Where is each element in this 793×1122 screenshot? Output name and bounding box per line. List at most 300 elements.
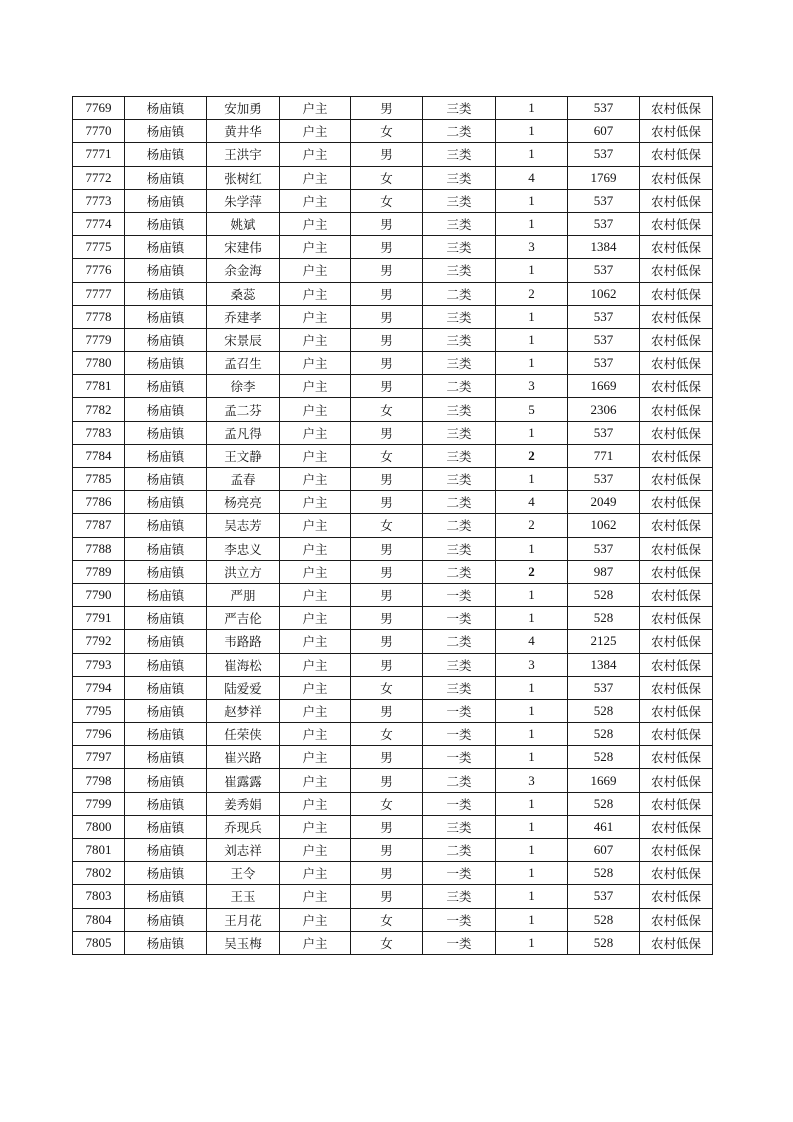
table-row — [73, 305, 713, 328]
household-count-cell: 1 — [496, 583, 568, 606]
row-number-cell: 7793 — [73, 653, 125, 676]
category-cell: 二类 — [423, 560, 496, 583]
amount-cell: 771 — [568, 444, 640, 467]
category-cell: 三类 — [423, 468, 496, 491]
assistance-type-cell: 农村低保 — [640, 259, 713, 282]
gender-cell: 女 — [351, 908, 423, 931]
role-cell: 户主 — [280, 885, 351, 908]
assistance-type-cell: 农村低保 — [640, 862, 713, 885]
table-row — [73, 421, 713, 444]
amount-cell: 528 — [568, 862, 640, 885]
gender-cell: 男 — [351, 352, 423, 375]
assistance-type-cell: 农村低保 — [640, 282, 713, 305]
name-cell: 黄井华 — [207, 120, 280, 143]
category-cell: 三类 — [423, 421, 496, 444]
category-cell: 三类 — [423, 166, 496, 189]
row-number-cell: 7787 — [73, 514, 125, 537]
category-cell: 二类 — [423, 120, 496, 143]
table-row — [73, 792, 713, 815]
row-number-cell: 7774 — [73, 212, 125, 235]
role-cell: 户主 — [280, 653, 351, 676]
assistance-type-cell: 农村低保 — [640, 607, 713, 630]
assistance-type-cell: 农村低保 — [640, 97, 713, 120]
assistance-type-cell: 农村低保 — [640, 746, 713, 769]
category-cell: 一类 — [423, 931, 496, 954]
assistance-type-cell: 农村低保 — [640, 792, 713, 815]
category-cell: 三类 — [423, 653, 496, 676]
role-cell: 户主 — [280, 908, 351, 931]
name-cell: 崔露露 — [207, 769, 280, 792]
town-cell: 杨庙镇 — [125, 259, 207, 282]
town-cell: 杨庙镇 — [125, 444, 207, 467]
row-number-cell: 7786 — [73, 491, 125, 514]
household-count-cell: 1 — [496, 328, 568, 351]
gender-cell: 女 — [351, 792, 423, 815]
household-count-cell: 4 — [496, 630, 568, 653]
amount-cell: 1062 — [568, 282, 640, 305]
assistance-type-cell: 农村低保 — [640, 769, 713, 792]
town-cell: 杨庙镇 — [125, 97, 207, 120]
household-count-cell: 2 — [496, 514, 568, 537]
gender-cell: 男 — [351, 769, 423, 792]
assistance-type-cell: 农村低保 — [640, 421, 713, 444]
gender-cell: 男 — [351, 143, 423, 166]
assistance-type-cell: 农村低保 — [640, 305, 713, 328]
gender-cell: 男 — [351, 862, 423, 885]
amount-cell: 528 — [568, 607, 640, 630]
role-cell: 户主 — [280, 444, 351, 467]
gender-cell: 男 — [351, 421, 423, 444]
table-row — [73, 468, 713, 491]
row-number-cell: 7772 — [73, 166, 125, 189]
gender-cell: 男 — [351, 375, 423, 398]
assistance-type-cell: 农村低保 — [640, 143, 713, 166]
household-count-cell: 2 — [496, 444, 568, 467]
table-row — [73, 537, 713, 560]
name-cell: 韦路路 — [207, 630, 280, 653]
household-count-cell: 1 — [496, 885, 568, 908]
role-cell: 户主 — [280, 514, 351, 537]
household-count-cell: 5 — [496, 398, 568, 421]
town-cell: 杨庙镇 — [125, 769, 207, 792]
amount-cell: 537 — [568, 676, 640, 699]
amount-cell: 537 — [568, 468, 640, 491]
town-cell: 杨庙镇 — [125, 885, 207, 908]
row-number-cell: 7773 — [73, 189, 125, 212]
town-cell: 杨庙镇 — [125, 653, 207, 676]
role-cell: 户主 — [280, 352, 351, 375]
amount-cell: 537 — [568, 305, 640, 328]
row-number-cell: 7770 — [73, 120, 125, 143]
assistance-type-cell: 农村低保 — [640, 468, 713, 491]
role-cell: 户主 — [280, 328, 351, 351]
table-row — [73, 328, 713, 351]
name-cell: 姚斌 — [207, 212, 280, 235]
amount-cell: 1384 — [568, 236, 640, 259]
row-number-cell: 7790 — [73, 583, 125, 606]
amount-cell: 1669 — [568, 769, 640, 792]
name-cell: 陆爱爱 — [207, 676, 280, 699]
name-cell: 洪立方 — [207, 560, 280, 583]
household-count-cell: 1 — [496, 537, 568, 560]
town-cell: 杨庙镇 — [125, 862, 207, 885]
household-count-cell: 1 — [496, 212, 568, 235]
category-cell: 二类 — [423, 491, 496, 514]
role-cell: 户主 — [280, 305, 351, 328]
category-cell: 二类 — [423, 769, 496, 792]
row-number-cell: 7782 — [73, 398, 125, 421]
town-cell: 杨庙镇 — [125, 931, 207, 954]
table-row — [73, 839, 713, 862]
name-cell: 孟二芬 — [207, 398, 280, 421]
role-cell: 户主 — [280, 143, 351, 166]
household-count-cell: 1 — [496, 792, 568, 815]
assistance-type-cell: 农村低保 — [640, 444, 713, 467]
assistance-type-cell: 农村低保 — [640, 815, 713, 838]
town-cell: 杨庙镇 — [125, 607, 207, 630]
role-cell: 户主 — [280, 259, 351, 282]
town-cell: 杨庙镇 — [125, 282, 207, 305]
town-cell: 杨庙镇 — [125, 328, 207, 351]
name-cell: 王令 — [207, 862, 280, 885]
category-cell: 三类 — [423, 305, 496, 328]
gender-cell: 男 — [351, 259, 423, 282]
role-cell: 户主 — [280, 166, 351, 189]
amount-cell: 537 — [568, 352, 640, 375]
category-cell: 一类 — [423, 607, 496, 630]
amount-cell: 528 — [568, 723, 640, 746]
assistance-type-cell: 农村低保 — [640, 908, 713, 931]
town-cell: 杨庙镇 — [125, 815, 207, 838]
role-cell: 户主 — [280, 421, 351, 444]
name-cell: 任荣侠 — [207, 723, 280, 746]
household-count-cell: 1 — [496, 908, 568, 931]
row-number-cell: 7797 — [73, 746, 125, 769]
household-count-cell: 1 — [496, 746, 568, 769]
gender-cell: 女 — [351, 723, 423, 746]
household-count-cell: 2 — [496, 560, 568, 583]
table-row — [73, 885, 713, 908]
name-cell: 严吉伦 — [207, 607, 280, 630]
gender-cell: 男 — [351, 537, 423, 560]
role-cell: 户主 — [280, 792, 351, 815]
amount-cell: 1384 — [568, 653, 640, 676]
table-row — [73, 375, 713, 398]
assistance-type-cell: 农村低保 — [640, 699, 713, 722]
table-row — [73, 746, 713, 769]
table-row — [73, 514, 713, 537]
household-count-cell: 4 — [496, 166, 568, 189]
amount-cell: 461 — [568, 815, 640, 838]
table-row — [73, 259, 713, 282]
town-cell: 杨庙镇 — [125, 352, 207, 375]
table-row — [73, 491, 713, 514]
row-number-cell: 7776 — [73, 259, 125, 282]
row-number-cell: 7781 — [73, 375, 125, 398]
category-cell: 三类 — [423, 259, 496, 282]
role-cell: 户主 — [280, 560, 351, 583]
amount-cell: 607 — [568, 120, 640, 143]
assistance-type-cell: 农村低保 — [640, 120, 713, 143]
category-cell: 三类 — [423, 189, 496, 212]
name-cell: 徐李 — [207, 375, 280, 398]
row-number-cell: 7803 — [73, 885, 125, 908]
name-cell: 宋建伟 — [207, 236, 280, 259]
assistance-type-cell: 农村低保 — [640, 583, 713, 606]
role-cell: 户主 — [280, 97, 351, 120]
table-row — [73, 723, 713, 746]
town-cell: 杨庙镇 — [125, 143, 207, 166]
name-cell: 李忠义 — [207, 537, 280, 560]
roster-body — [73, 97, 713, 955]
amount-cell: 537 — [568, 328, 640, 351]
category-cell: 三类 — [423, 398, 496, 421]
category-cell: 一类 — [423, 746, 496, 769]
assistance-type-cell: 农村低保 — [640, 676, 713, 699]
name-cell: 杨亮亮 — [207, 491, 280, 514]
assistance-type-cell: 农村低保 — [640, 236, 713, 259]
assistance-type-cell: 农村低保 — [640, 723, 713, 746]
role-cell: 户主 — [280, 746, 351, 769]
amount-cell: 2125 — [568, 630, 640, 653]
town-cell: 杨庙镇 — [125, 723, 207, 746]
role-cell: 户主 — [280, 839, 351, 862]
table-row — [73, 607, 713, 630]
name-cell: 孟凡得 — [207, 421, 280, 444]
table-row — [73, 931, 713, 954]
category-cell: 三类 — [423, 143, 496, 166]
table-row — [73, 583, 713, 606]
household-count-cell: 1 — [496, 143, 568, 166]
category-cell: 二类 — [423, 514, 496, 537]
gender-cell: 女 — [351, 931, 423, 954]
town-cell: 杨庙镇 — [125, 839, 207, 862]
household-count-cell: 1 — [496, 97, 568, 120]
table-row — [73, 120, 713, 143]
amount-cell: 537 — [568, 885, 640, 908]
assistance-type-cell: 农村低保 — [640, 885, 713, 908]
row-number-cell: 7792 — [73, 630, 125, 653]
name-cell: 孟春 — [207, 468, 280, 491]
assistance-type-cell: 农村低保 — [640, 398, 713, 421]
assistance-type-cell: 农村低保 — [640, 630, 713, 653]
town-cell: 杨庙镇 — [125, 305, 207, 328]
table-row — [73, 166, 713, 189]
amount-cell: 2049 — [568, 491, 640, 514]
row-number-cell: 7785 — [73, 468, 125, 491]
role-cell: 户主 — [280, 723, 351, 746]
gender-cell: 男 — [351, 839, 423, 862]
town-cell: 杨庙镇 — [125, 560, 207, 583]
role-cell: 户主 — [280, 468, 351, 491]
household-count-cell: 1 — [496, 862, 568, 885]
row-number-cell: 7789 — [73, 560, 125, 583]
assistance-type-cell: 农村低保 — [640, 352, 713, 375]
gender-cell: 女 — [351, 676, 423, 699]
role-cell: 户主 — [280, 607, 351, 630]
assistance-type-cell: 农村低保 — [640, 931, 713, 954]
role-cell: 户主 — [280, 630, 351, 653]
gender-cell: 男 — [351, 282, 423, 305]
household-count-cell: 1 — [496, 815, 568, 838]
table-row — [73, 815, 713, 838]
name-cell: 王洪宇 — [207, 143, 280, 166]
category-cell: 二类 — [423, 375, 496, 398]
row-number-cell: 7778 — [73, 305, 125, 328]
gender-cell: 女 — [351, 514, 423, 537]
table-row — [73, 908, 713, 931]
assistance-type-cell: 农村低保 — [640, 514, 713, 537]
amount-cell: 1062 — [568, 514, 640, 537]
name-cell: 张树红 — [207, 166, 280, 189]
table-row — [73, 97, 713, 120]
role-cell: 户主 — [280, 236, 351, 259]
town-cell: 杨庙镇 — [125, 375, 207, 398]
gender-cell: 男 — [351, 653, 423, 676]
row-number-cell: 7800 — [73, 815, 125, 838]
role-cell: 户主 — [280, 769, 351, 792]
assistance-type-cell: 农村低保 — [640, 166, 713, 189]
amount-cell: 2306 — [568, 398, 640, 421]
category-cell: 三类 — [423, 236, 496, 259]
row-number-cell: 7791 — [73, 607, 125, 630]
town-cell: 杨庙镇 — [125, 421, 207, 444]
category-cell: 二类 — [423, 630, 496, 653]
amount-cell: 537 — [568, 143, 640, 166]
town-cell: 杨庙镇 — [125, 630, 207, 653]
row-number-cell: 7801 — [73, 839, 125, 862]
name-cell: 孟召生 — [207, 352, 280, 375]
name-cell: 严朋 — [207, 583, 280, 606]
name-cell: 宋景辰 — [207, 328, 280, 351]
town-cell: 杨庙镇 — [125, 468, 207, 491]
category-cell: 三类 — [423, 212, 496, 235]
town-cell: 杨庙镇 — [125, 212, 207, 235]
household-count-cell: 3 — [496, 236, 568, 259]
gender-cell: 男 — [351, 815, 423, 838]
row-number-cell: 7796 — [73, 723, 125, 746]
amount-cell: 528 — [568, 792, 640, 815]
role-cell: 户主 — [280, 676, 351, 699]
amount-cell: 1769 — [568, 166, 640, 189]
name-cell: 崔兴路 — [207, 746, 280, 769]
gender-cell: 女 — [351, 398, 423, 421]
name-cell: 崔海松 — [207, 653, 280, 676]
amount-cell: 537 — [568, 212, 640, 235]
assistance-type-cell: 农村低保 — [640, 491, 713, 514]
row-number-cell: 7777 — [73, 282, 125, 305]
table-row — [73, 560, 713, 583]
category-cell: 三类 — [423, 352, 496, 375]
table-row — [73, 653, 713, 676]
household-count-cell: 1 — [496, 189, 568, 212]
category-cell: 三类 — [423, 815, 496, 838]
household-count-cell: 1 — [496, 699, 568, 722]
table-row — [73, 444, 713, 467]
amount-cell: 537 — [568, 421, 640, 444]
name-cell: 余金海 — [207, 259, 280, 282]
name-cell: 王文静 — [207, 444, 280, 467]
name-cell: 吴玉梅 — [207, 931, 280, 954]
gender-cell: 男 — [351, 328, 423, 351]
amount-cell: 528 — [568, 908, 640, 931]
category-cell: 三类 — [423, 328, 496, 351]
town-cell: 杨庙镇 — [125, 166, 207, 189]
gender-cell: 女 — [351, 189, 423, 212]
household-count-cell: 1 — [496, 259, 568, 282]
assistance-type-cell: 农村低保 — [640, 375, 713, 398]
town-cell: 杨庙镇 — [125, 746, 207, 769]
category-cell: 三类 — [423, 97, 496, 120]
row-number-cell: 7795 — [73, 699, 125, 722]
gender-cell: 男 — [351, 607, 423, 630]
role-cell: 户主 — [280, 375, 351, 398]
household-count-cell: 1 — [496, 607, 568, 630]
town-cell: 杨庙镇 — [125, 189, 207, 212]
gender-cell: 男 — [351, 583, 423, 606]
table-row — [73, 236, 713, 259]
assistance-type-cell: 农村低保 — [640, 212, 713, 235]
amount-cell: 528 — [568, 931, 640, 954]
gender-cell: 男 — [351, 97, 423, 120]
town-cell: 杨庙镇 — [125, 792, 207, 815]
town-cell: 杨庙镇 — [125, 120, 207, 143]
table-row — [73, 352, 713, 375]
household-count-cell: 1 — [496, 468, 568, 491]
household-count-cell: 1 — [496, 931, 568, 954]
row-number-cell: 7779 — [73, 328, 125, 351]
household-count-cell: 3 — [496, 375, 568, 398]
row-number-cell: 7794 — [73, 676, 125, 699]
gender-cell: 男 — [351, 305, 423, 328]
town-cell: 杨庙镇 — [125, 398, 207, 421]
gender-cell: 男 — [351, 236, 423, 259]
table-row — [73, 282, 713, 305]
role-cell: 户主 — [280, 815, 351, 838]
category-cell: 二类 — [423, 839, 496, 862]
roster-table — [72, 96, 713, 955]
row-number-cell: 7780 — [73, 352, 125, 375]
row-number-cell: 7784 — [73, 444, 125, 467]
table-row — [73, 143, 713, 166]
gender-cell: 男 — [351, 560, 423, 583]
row-number-cell: 7798 — [73, 769, 125, 792]
amount-cell: 537 — [568, 97, 640, 120]
name-cell: 王玉 — [207, 885, 280, 908]
gender-cell: 男 — [351, 746, 423, 769]
role-cell: 户主 — [280, 862, 351, 885]
gender-cell: 男 — [351, 468, 423, 491]
role-cell: 户主 — [280, 491, 351, 514]
town-cell: 杨庙镇 — [125, 583, 207, 606]
role-cell: 户主 — [280, 699, 351, 722]
amount-cell: 537 — [568, 537, 640, 560]
category-cell: 一类 — [423, 792, 496, 815]
amount-cell: 528 — [568, 583, 640, 606]
table-row — [73, 769, 713, 792]
category-cell: 三类 — [423, 444, 496, 467]
category-cell: 三类 — [423, 676, 496, 699]
gender-cell: 女 — [351, 166, 423, 189]
name-cell: 安加勇 — [207, 97, 280, 120]
amount-cell: 607 — [568, 839, 640, 862]
household-count-cell: 3 — [496, 653, 568, 676]
row-number-cell: 7769 — [73, 97, 125, 120]
category-cell: 二类 — [423, 282, 496, 305]
role-cell: 户主 — [280, 282, 351, 305]
row-number-cell: 7788 — [73, 537, 125, 560]
household-count-cell: 1 — [496, 305, 568, 328]
